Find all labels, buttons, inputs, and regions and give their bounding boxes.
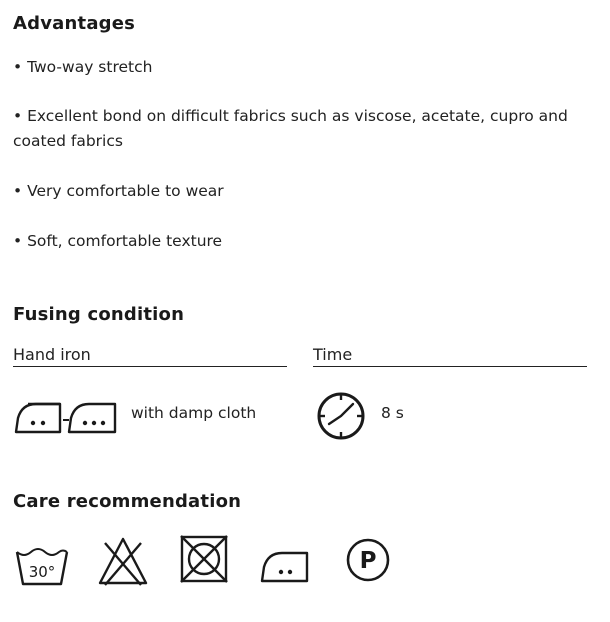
advantage-item: • Soft, comfortable texture	[13, 232, 223, 250]
time-label: Time	[313, 345, 353, 364]
care-heading: Care recommendation	[13, 491, 242, 512]
dry-clean-letter: P	[359, 548, 377, 574]
iron-note: with damp cloth	[131, 404, 257, 422]
wash-temp-label: 30°	[28, 563, 56, 581]
clock-icon	[315, 390, 367, 442]
advantage-item: • Two-way stretch	[13, 58, 153, 76]
time-value: 8 s	[381, 404, 404, 422]
time-divider	[313, 366, 587, 367]
advantage-item: • Excellent bond on difficult fabrics such as viscose, acetate, cupro and coated fabrics	[13, 107, 568, 150]
iron-three-dots-icon	[67, 396, 119, 436]
do-not-tumble-dry-icon	[178, 533, 230, 585]
iron-medium-icon	[259, 545, 313, 585]
hand-iron-divider	[13, 366, 287, 367]
professional-dry-clean-p-icon	[344, 536, 392, 584]
advantages-heading: Advantages	[13, 13, 136, 34]
advantage-item: • Very comfortable to wear	[13, 182, 224, 200]
do-not-bleach-icon	[97, 535, 149, 587]
hand-iron-label: Hand iron	[13, 345, 91, 364]
fusing-heading: Fusing condition	[13, 304, 185, 325]
wash-30-icon	[14, 544, 70, 588]
